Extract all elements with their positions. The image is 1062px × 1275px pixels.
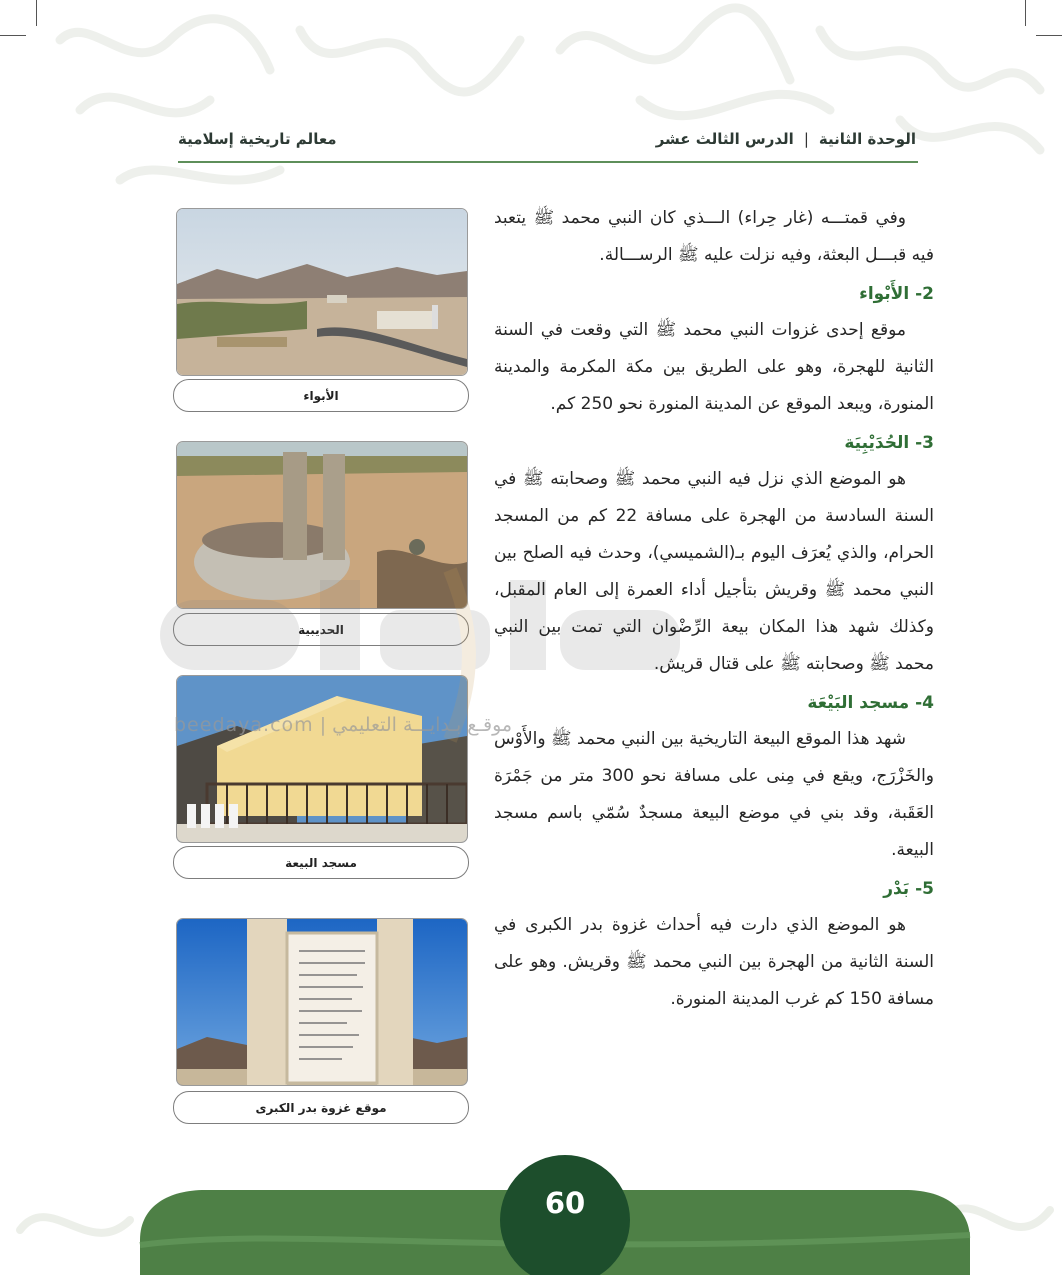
header-divider (178, 161, 918, 163)
book-title: معالم تاريخية إسلامية (178, 130, 337, 148)
section-3-title: 3- الحُدَيْبِيَة (844, 433, 934, 453)
photo-badr-site (176, 918, 468, 1086)
unit-title: الوحدة الثانية (818, 130, 916, 148)
photo-bayah-mosque (176, 675, 468, 843)
section-5-text: هو الموضع الذي دارت فيه أحداث غزوة بدر الكبرى في السنة الثانية من الهجرة بين النبي محمد ﷺ وقريش. وهو على مسافة 150 كم غرب المدينة المنورة. (494, 915, 934, 1009)
header-calligraphy-background (0, 0, 1062, 210)
lesson-title: الدرس الثالث عشر (655, 130, 794, 148)
crop-mark (36, 0, 37, 26)
header-lesson-info (656, 130, 916, 148)
caption-abwa: الأبواء (173, 379, 469, 412)
crop-mark (0, 35, 26, 36)
photo-abwa (176, 208, 468, 376)
section-3-text: هو الموضع الذي نزل فيه النبي محمد ﷺ وصحابته ﷺ في السنة السادسة من الهجرة على مسافة 22 كم من المسجد الحرام، والذي يُعرَف اليوم بـ(الشميسي)، وحدث فيه الصلح بين النبي محمد ﷺ وقريش بتأجيل أداء العمرة إلى العام المقبل، وكذلك شهد هذا المكان بيعة الرِّضْوان التي تمت بين النبي محمد ﷺ وصحابته ﷺ على قتال قريش. (494, 469, 934, 674)
watermark-text: موقـع بـدايـــة التعليمي | beedaya.com (174, 714, 513, 736)
section-5-title: 5- بَدْر (883, 879, 934, 899)
article-body (494, 200, 934, 1018)
page-header (178, 124, 916, 154)
crop-mark (1025, 0, 1026, 26)
section-2-text: موقع إحدى غزوات النبي محمد ﷺ التي وقعت في السنة الثانية للهجرة، وهو على الطريق بين مكة المكرمة والمدينة المنورة، ويبعد الموقع عن المدينة المنورة نحو 250 كم. (494, 320, 934, 414)
page-number: 60 (544, 1186, 586, 1220)
section-4-text: شهد هذا الموقع البيعة التاريخية بين النبي محمد ﷺ والأَوْس والخَزْرَج، ويقع في مِنى على مسافة نحو 300 متر من جَمْرَة العَقَبة، وقد بني في موضع البيعة مسجدٌ سُمّي باسم مسجد البيعة. (494, 729, 935, 860)
caption-badr-site: موقع غزوة بدر الكبرى (173, 1091, 469, 1124)
intro-paragraph: وفي قمتـــه (غار حِراء) الـــذي كان النبي محمد ﷺ يتعبد فيه قبـــل البعثة، وفيه نزلت عليه ﷺ الرســـالة. (494, 208, 934, 265)
caption-hudaibiya: الحديبية (173, 613, 469, 646)
section-4-title: 4- مسجد البَيْعَة (807, 693, 934, 713)
photo-hudaibiya (176, 441, 468, 609)
crop-mark (1036, 35, 1062, 36)
section-2-title: 2- الأَبْواء (859, 284, 934, 304)
caption-bayah-mosque: مسجد البيعة (173, 846, 469, 879)
header-separator: | (803, 130, 809, 148)
